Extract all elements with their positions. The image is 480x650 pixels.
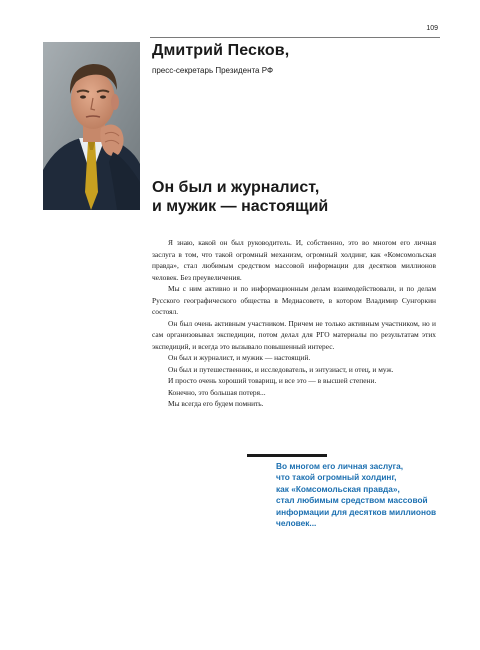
top-rule [150, 37, 440, 38]
headline-line: и мужик — настоящий [152, 198, 329, 215]
pull-quote-line: информации для десятков миллионов [276, 506, 437, 517]
paragraph: И просто очень хороший товарищ, и все это — в высшей степени. [168, 376, 377, 385]
paragraph: Мы с ним активно и по информационным делам взаимодействовали, и по делам Русского географического общества в Медиасовете, в котором Владимир Сунгоркин состоял. [152, 284, 436, 316]
author-role: пресс-секретарь Президента РФ [152, 66, 274, 75]
paragraph: Конечно, это большая потеря... [168, 387, 266, 397]
pull-quote-line: как «Комсомольская правда», [276, 483, 400, 494]
pull-quote-rule [247, 454, 327, 457]
article-headline [152, 178, 328, 216]
paragraph: Мы всегда его будем помнить. [168, 399, 264, 408]
paragraph: Он был и путешественник, и исследователь, и энтузиаст, и отец, и муж. [168, 364, 394, 374]
article-body [152, 237, 436, 410]
paragraph: Он был и журналист, и мужик — настоящий. [168, 353, 311, 362]
page-number: 109 [426, 25, 438, 32]
portrait-photo [43, 42, 140, 210]
pull-quote [276, 461, 446, 529]
paragraph: Я знаю, какой он был руководитель. И, собственно, это во многом его личная заслуга в том, что такой огромный механизм, огромный холдинг, как «Комсомольская правда», стал любимым средством массовой информации для десятков миллионов человек. Без преувеличения. [152, 238, 436, 282]
pull-quote-line: Во многом его личная заслуга, [276, 461, 404, 471]
author-name: Дмитрий Песков, [152, 42, 290, 59]
pull-quote-line: стал любимым средством массовой [276, 495, 428, 506]
headline-line: Он был и журналист, [152, 179, 320, 196]
pull-quote-line: что такой огромный холдинг, [276, 472, 397, 483]
pull-quote-line: человек... [276, 518, 317, 529]
paragraph: Он был очень активным участником. Причем не только активным участником, но и сам организовывал экспедиции, потом делал для РГО материалы по результатам этих экспедиций, и всегда это вызывало повышенный интерес. [152, 318, 436, 351]
